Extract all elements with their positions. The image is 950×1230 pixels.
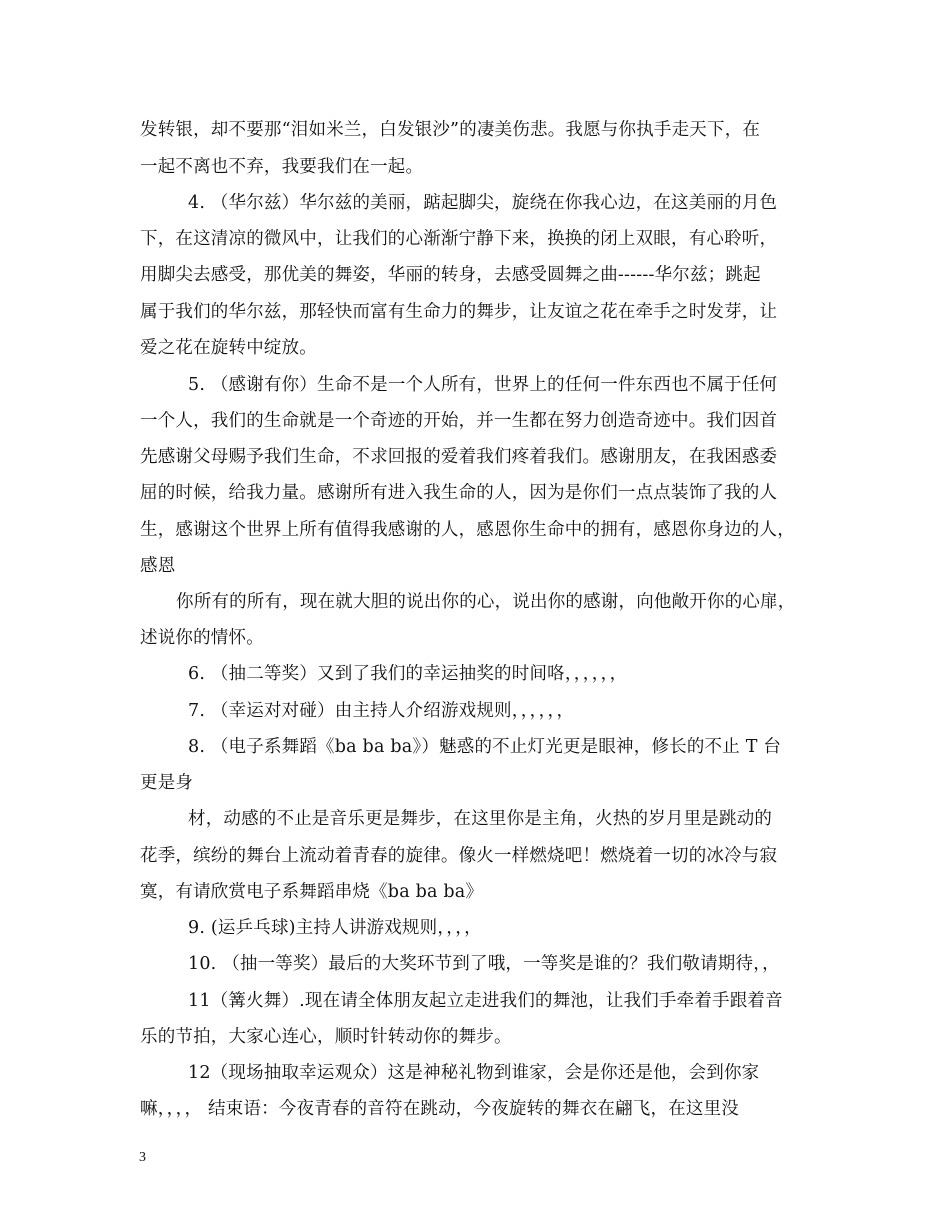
text-line: 寞，有请欣赏电子系舞蹈串烧《ba ba ba》 [140, 882, 484, 902]
page-number: 3 [139, 1150, 146, 1165]
text-line: 爱之花在旋转中绽放。 [140, 338, 317, 358]
text-line: 发转银，却不要那“泪如米兰，白发银沙”的凄美伤悲。我愿与你执手走天下，在 [140, 120, 761, 140]
text-line: 12（现场抽取幸运观众）这是神秘礼物到谁家，会是你还是他，会到你家 [188, 1063, 760, 1083]
text-line: 一个人，我们的生命就是一个奇迹的开始，并一生都在努力创造奇迹中。我们因首 [140, 411, 778, 431]
text-line: 生，感谢这个世界上所有值得我感谢的人，感恩你生命中的拥有，感恩你身边的人， [140, 520, 795, 540]
text-line: 乐的节拍，大家心连心，顺时针转动你的舞步。 [140, 1027, 512, 1047]
text-line: 8. （电子系舞蹈《ba ba ba》）魅惑的不止灯光更是眼神，修长的不止 T 台 [188, 737, 782, 757]
text-line: 花季，缤纷的舞台上流动着青春的旋律。像火一样燃烧吧！燃烧着一切的冰冷与寂 [140, 846, 778, 866]
text-line: 感恩 [140, 556, 176, 576]
text-line: 你所有的所有，现在就大胆的说出你的心，说出你的感谢，向他敞开你的心扉， [176, 592, 796, 612]
text-line: 7. （幸运对对碰）由主持人介绍游戏规则，，，，，， [188, 701, 575, 721]
text-line: 嘛，，，， 结束语：今夜青春的音符在跳动，今夜旋转的舞衣在翩飞，在这里没 [140, 1099, 740, 1119]
text-line: 更是身 [140, 773, 194, 793]
text-line: 11（篝火舞）.现在请全体朋友起立走进我们的舞池，让我们手牵着手跟着音 [188, 991, 783, 1011]
text-line: 下，在这清凉的微风中，让我们的心渐渐宁静下来，换换的闭上双眼，有心聆听， [140, 229, 778, 249]
text-line: 材，动感的不止是音乐更是舞步，在这里你是主角，火热的岁月里是跳动的 [188, 809, 773, 829]
text-line: 屈的时候，给我力量。感谢所有进入我生命的人，因为是你们一点点装饰了我的人 [140, 483, 778, 503]
text-line: 先感谢父母赐予我们生命，不求回报的爱着我们疼着我们。感谢朋友，在我困惑委 [140, 447, 778, 467]
text-line: 属于我们的华尔兹，那轻快而富有生命力的舞步，让友谊之花在牵手之时发芽，让 [140, 302, 778, 322]
text-line: 用脚尖去感受，那优美的舞姿，华丽的转身，去感受圆舞之曲------华尔兹；跳起 [140, 265, 761, 285]
text-line: 一起不离也不弃，我要我们在一起。 [140, 157, 424, 177]
text-line: 10. （抽一等奖）最后的大奖环节到了哦，一等奖是谁的？我们敬请期待，， [188, 954, 780, 974]
text-line: 9. (运乒乓球)主持人讲游戏规则，，，， [188, 918, 482, 938]
text-line: 述说你的情怀。 [140, 628, 264, 648]
text-line: 6. （抽二等奖）又到了我们的幸运抽奖的时间咯，，，，，， [188, 664, 628, 684]
text-line: 4. （华尔兹）华尔兹的美丽，踮起脚尖，旋绕在你我心边，在这美丽的月色 [188, 193, 778, 213]
text-line: 5. （感谢有你）生命不是一个人所有，世界上的任何一件东西也不属于任何 [188, 375, 778, 395]
